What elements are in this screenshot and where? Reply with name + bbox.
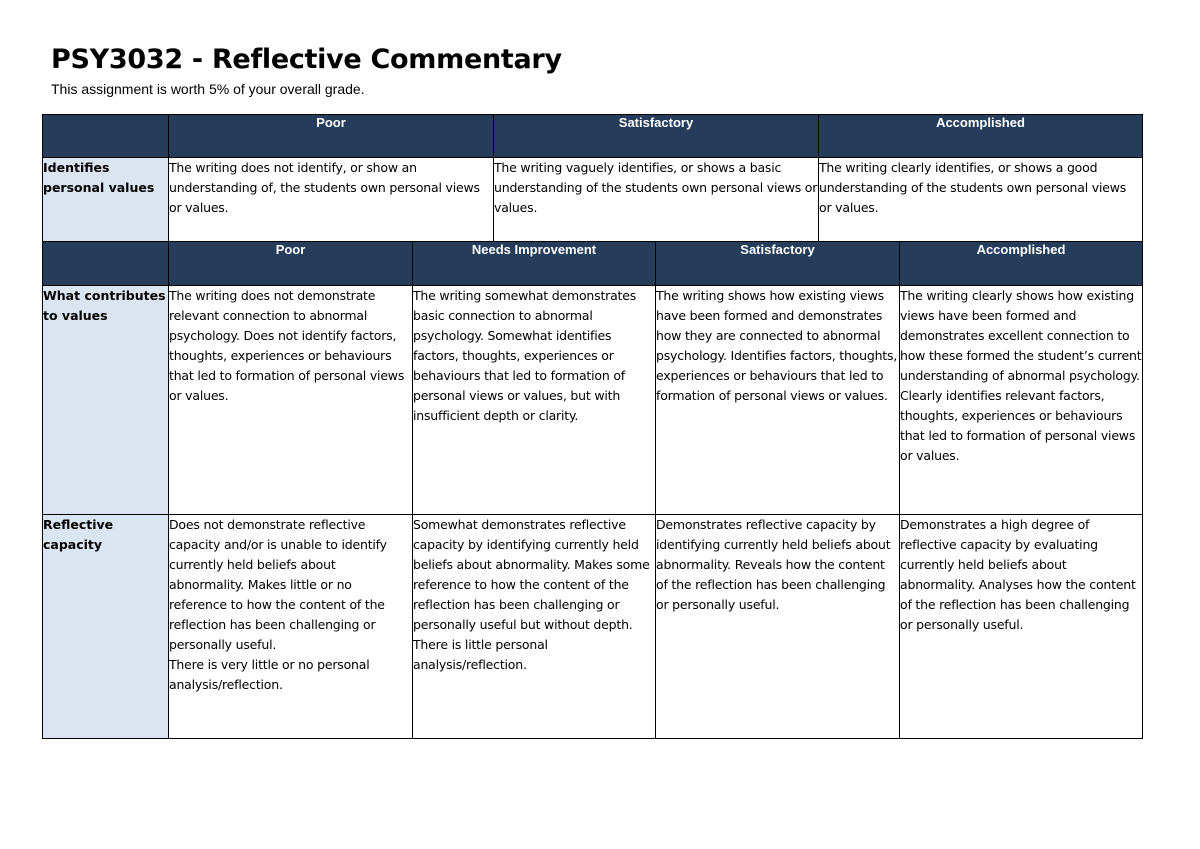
cell-satisfactory: Demonstrates reflective capacity by identifying currently held beliefs about abnormality. Reveals how the content of the reflection has been challenging or personally useful. (656, 515, 900, 739)
rubric-table-criteria (42, 241, 1143, 739)
table-row (43, 515, 1143, 739)
cell-satisfactory: The writing vaguely identifies, or shows a basic understanding of the students own personal views or values. (494, 158, 819, 242)
cell-poor-extra-text: There is very little or no personal analysis/reflection. (169, 657, 370, 692)
row-label-what-contributes-to-values: What contributes to values (43, 286, 169, 515)
cell-poor-text: Does not demonstrate reflective capacity and/or is unable to identify currently held beliefs about abnormality. Makes little or no reference to how the content of the reflection has been challenging or personally useful. (169, 517, 387, 652)
cell-needs-improvement: Somewhat demonstrates reflective capacity by identifying currently held beliefs about abnormality. Makes some reference to how the content of the reflection has been challenging or personally useful but without depth. There is little personal analysis/reflection. (413, 515, 656, 739)
table-row (43, 286, 1143, 515)
header-accomplished: Accomplished (900, 242, 1143, 286)
header-needs-improvement: Needs Improvement (413, 242, 656, 286)
header-poor: Poor (169, 115, 494, 158)
header-corner (43, 242, 169, 286)
cell-poor: The writing does not identify, or show an understanding of, the students own personal views or values. (169, 158, 494, 242)
table-header-row (43, 115, 1143, 158)
cell-accomplished: Demonstrates a high degree of reflective capacity by evaluating currently held beliefs about abnormality. Analyses how the content of the reflection has been challenging or personally useful. (900, 515, 1143, 739)
cell-satisfactory: The writing shows how existing views have been formed and demonstrates how they are connected to abnormal psychology. Identifies factors, thoughts, experiences or behaviours that led to formation of personal views or values. (656, 286, 900, 515)
cell-needs-improvement: The writing somewhat demonstrates basic connection to abnormal psychology. Somewhat identifies factors, thoughts, experiences or behaviours that led to formation of personal views or values, but with insufficient depth or clarity. (413, 286, 656, 515)
cell-accomplished: The writing clearly shows how existing views have been formed and demonstrates excellent connection to how these formed the student’s current understanding of abnormal psychology. Clearly identifies relevant factors, thoughts, experiences or behaviours that led to formation of personal views or values. (900, 286, 1143, 515)
row-label-identifies-personal-values: Identifies personal values (43, 158, 169, 242)
header-satisfactory: Satisfactory (494, 115, 819, 158)
page-subtitle: This assignment is worth 5% of your overall grade. (51, 81, 365, 97)
cell-accomplished: The writing clearly identifies, or shows a good understanding of the students own personal views or values. (819, 158, 1143, 242)
header-poor: Poor (169, 242, 413, 286)
page-title: PSY3032 - Reflective Commentary (51, 44, 562, 75)
header-accomplished: Accomplished (819, 115, 1143, 158)
table-row (43, 158, 1143, 242)
header-satisfactory: Satisfactory (656, 242, 900, 286)
rubric-table-values (42, 114, 1143, 242)
cell-poor: The writing does not demonstrate relevant connection to abnormal psychology. Does not identify factors, thoughts, experiences or behaviours that led to formation of personal views or values. (169, 286, 413, 515)
table-header-row (43, 242, 1143, 286)
cell-poor (169, 515, 413, 739)
row-label-reflective-capacity: Reflective capacity (43, 515, 169, 739)
header-corner (43, 115, 169, 158)
